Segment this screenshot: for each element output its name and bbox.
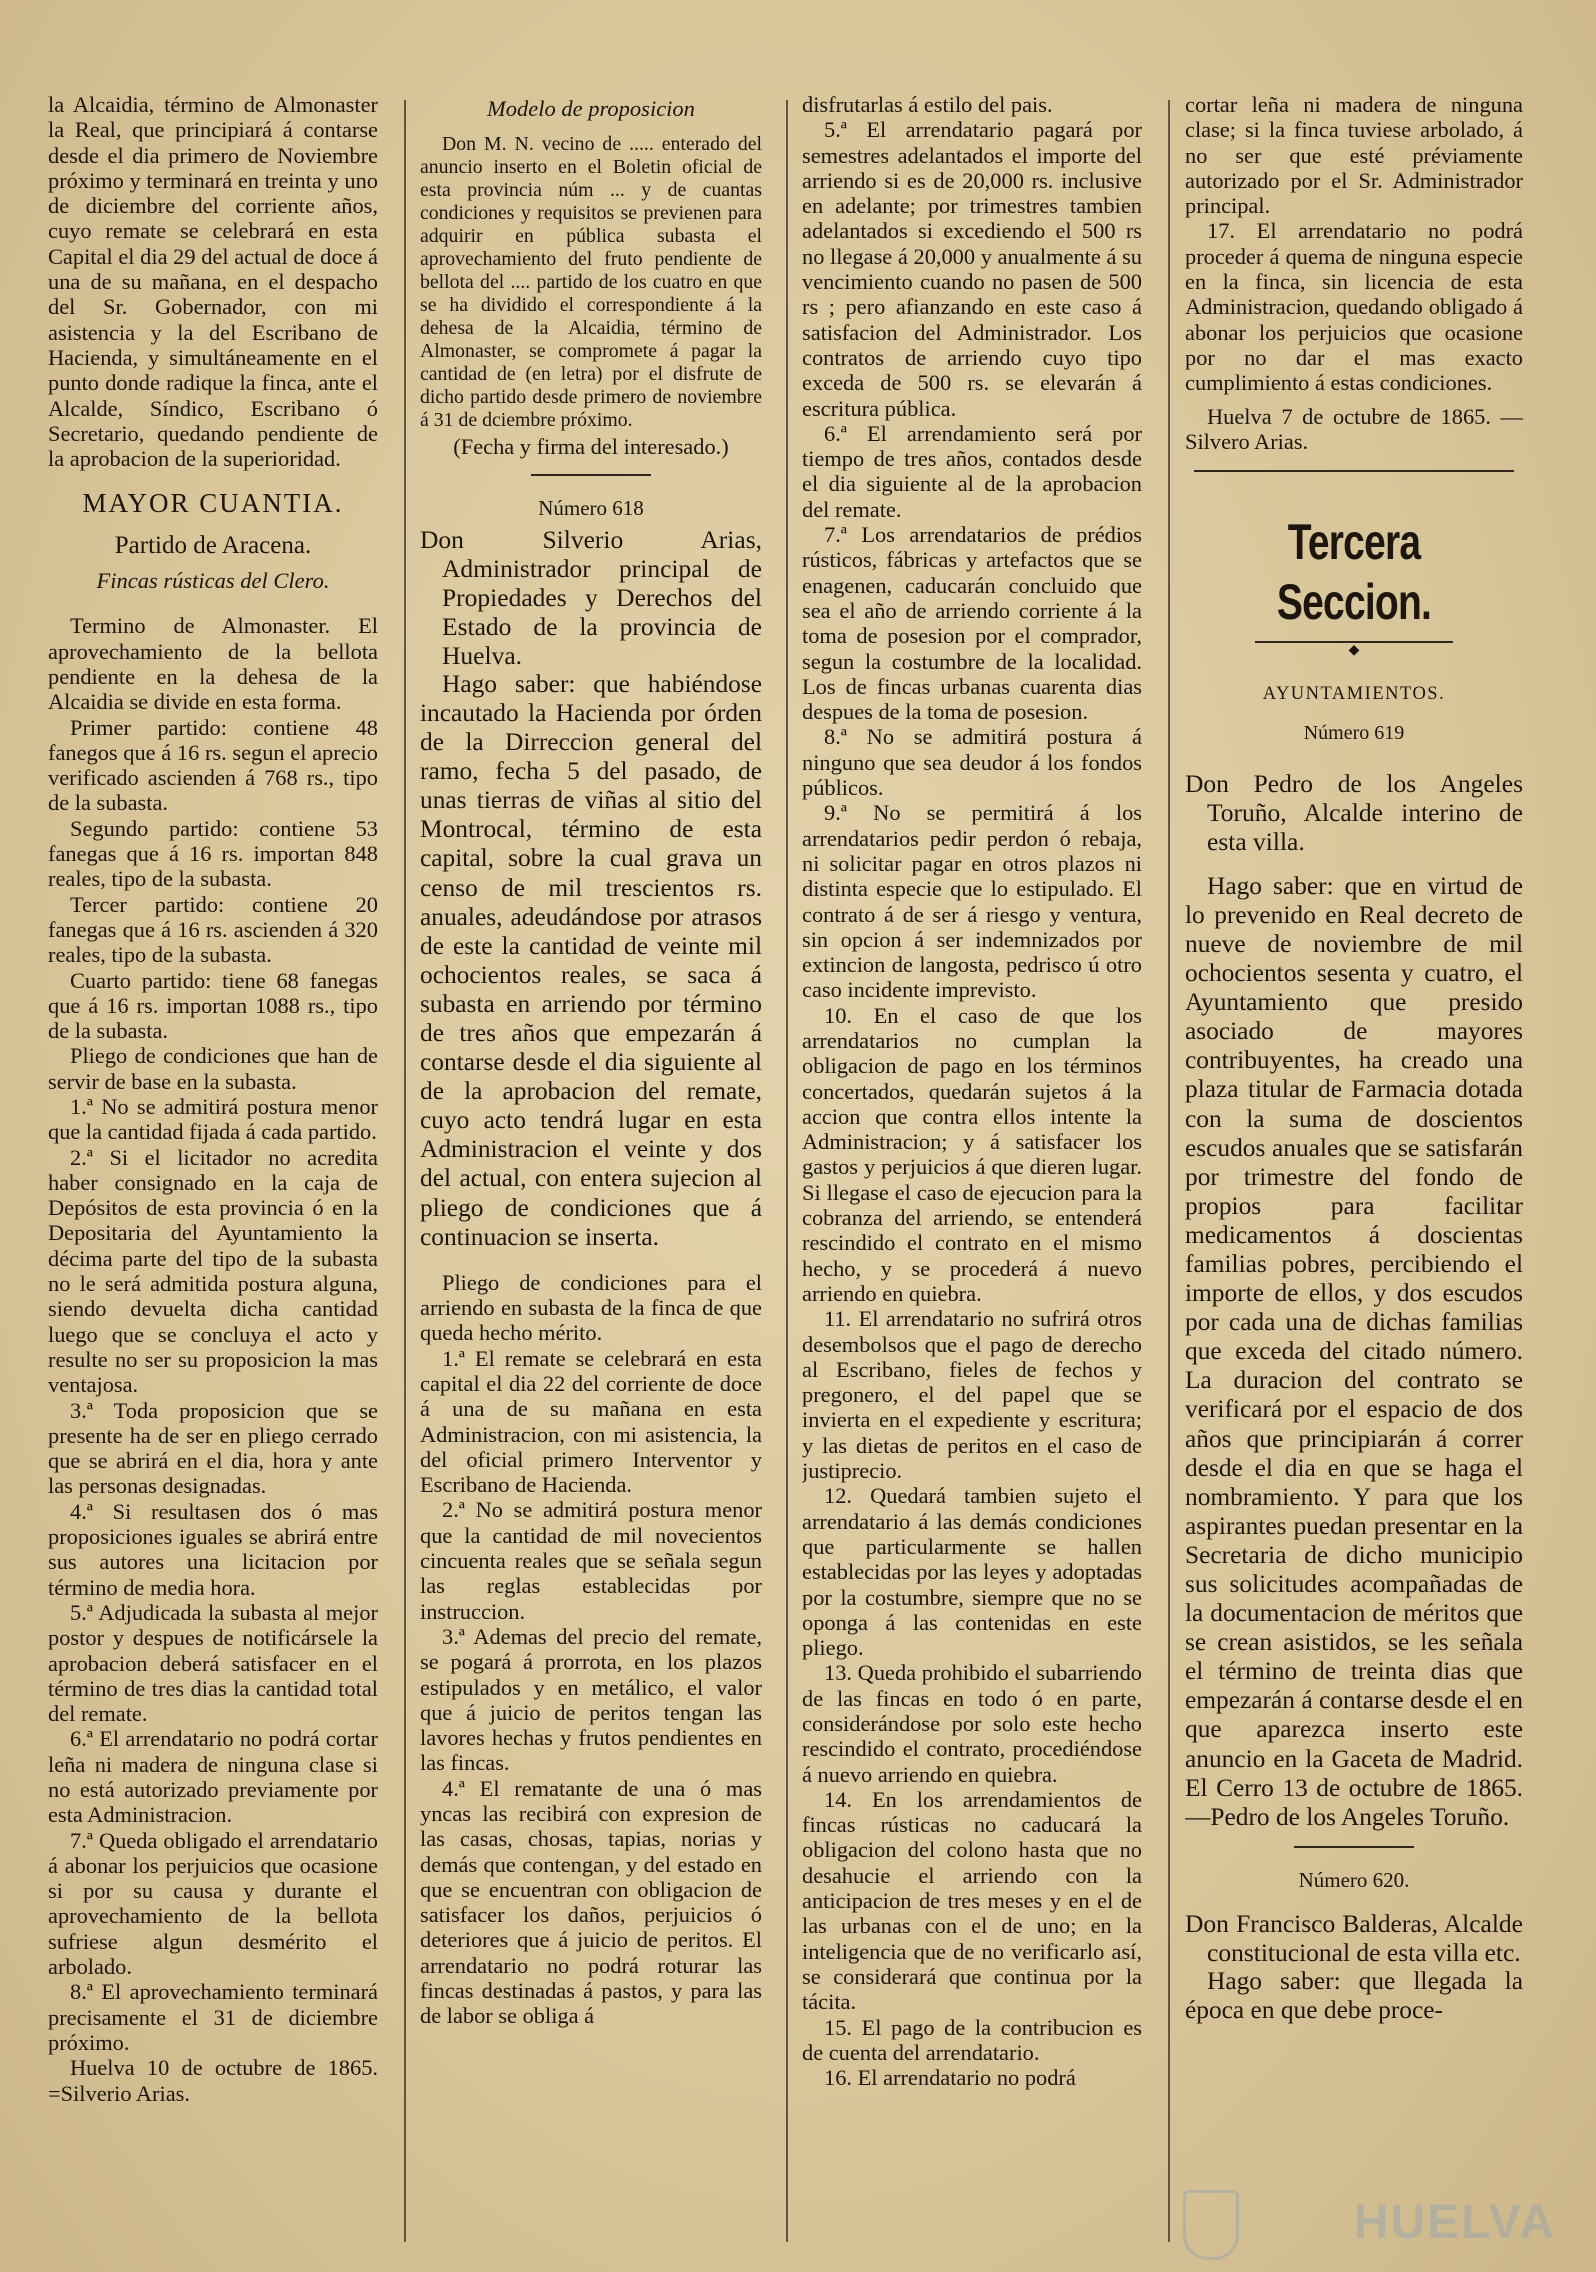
column-rule xyxy=(404,100,406,2242)
column-1 xyxy=(48,92,378,2252)
paragraph: Primer partido: contiene 48 fanegos que á 16 rs. segun el aprecio verificado ascienden á 768 rs., tipo de la subasta. xyxy=(48,714,378,816)
notice-body-618: Hago saber: que habiéndose incautado la Hacienda por órden de la Dirreccion general del ramo, fecha 5 del pasado, de unas tierras de viñas al sitio del Montrocal, término de esta capital, sobre la cual grava un censo de mil trescientos rs. anuales, adeudándose por atrasos de este la cantidad de veinte mil ochocientos reales, se saca á subasta en arriendo por término de tres años que empezarán á contarse desde el dia siguiente al de la aprobacion del remate, cuyo acto tendrá lugar en esta Administracion el veinte y dos del actual, con entera sujecion al pliego de condiciones que á continuacion se inserta. xyxy=(420,669,762,1251)
condition: 3.ª Ademas del precio del remate, se pogará á prorrota, en los plazos estipulados y en metálico, el valor que á juicio de peritos tengan las lavores hechas y frutos pendientes en las fincas. xyxy=(420,1623,762,1776)
numero-620: Número 620. xyxy=(1298,1867,1410,1892)
notice-title-619 xyxy=(1185,769,1523,856)
notice-title-620 xyxy=(1185,1909,1523,1967)
condition: 11. El arrendatario no sufrirá otros desembolsos que el pago de derecho al Escribano, fieles de fechos y pregonero, el del papel que se invierta en el expediente y escritura; y las dietas de peritos en el caso de justiprecio. xyxy=(802,1306,1142,1484)
condition: 7.ª Queda obligado el arrendatario á abonar los perjuicios que ocasione si por su causa y durante el aprovechamiento de la bellota sufriese algun desmérito el arbolado. xyxy=(48,1827,378,1980)
ornament-rule xyxy=(1185,634,1523,659)
condition: 8.ª No se admitirá postura á ninguno que sea deudor á los fondos públicos. xyxy=(802,724,1142,801)
condition: 6.ª El arrendatario no podrá cortar leña ni madera de ninguna clase si no está autorizado previamente por esta Administracion. xyxy=(48,1726,378,1828)
paragraph: Termino de Almonaster. El aprovechamiento de la bellota pendiente en la dehesa de la Alcaidia se divide en esta forma. xyxy=(48,613,378,715)
divider xyxy=(1294,1846,1414,1848)
paragraph: la Alcaidia, término de Almonaster la Real, que principiará á contarse desde el dia primero de Noviembre próximo y terminará en treinta y uno de diciembre del corriente años, cuyo remate se celebrará en esta Capital el dia 29 del actual de doce á una de su mañana, en el despacho del Sr. Gobernador, con mi asistencia y la del Escribano de Hacienda, y simultáneamente en el punto donde radique la finca, ante el Alcalde, Síndico, Escribano ó Secretario, quedando pendiente de la aprobacion de la superioridad. xyxy=(48,92,378,472)
signature: Huelva 7 de octubre de 1865. —Silvero Arias. xyxy=(1185,403,1523,454)
paragraph: Tercer partido: contiene 20 fanegas que á 16 rs. ascienden á 320 reales, tipo de la subasta. xyxy=(48,891,378,968)
modelo-text: Don M. N. vecino de ..... enterado del anuncio inserto en el Boletin oficial de esta provincia núm ... y de cuantas condiciones y requisitos se previenen para adquirir en pública subasta el aprovechamiento del fruto pendiente de bellota del .... partido de los cuatro en que se ha dividido el correspondiente á la dehesa de la Alcaidia, término de Almonaster, se compromete á pagar la cantidad de (en letra) por el disfrute de dicho partido desde primero de noviembre á 31 de dciembre próximo. xyxy=(420,133,762,432)
condition: 17. El arrendatario no podrá proceder á quema de ninguna especie en la finca, sin licencia de esta Administracion, quedando obligado á abonar los perjuicios que ocasione por no dar el mas exacto cumplimiento á estas condiciones. xyxy=(1185,218,1523,396)
numero-618: Número 618 xyxy=(538,495,644,520)
paragraph: Cuarto partido: tiene 68 fanegas que á 16 rs. importan 1088 rs., tipo de la subasta. xyxy=(48,967,378,1044)
column-3 xyxy=(802,92,1142,2252)
divider xyxy=(1194,470,1514,472)
heading-fincas: Fincas rústicas del Clero. xyxy=(96,568,330,594)
notice-title-text: Don Pedro de los Angeles Toruño, Alcalde interino de esta villa. xyxy=(1185,768,1523,856)
condition: 10. En el caso de que los arrendatarios no cumplan la obligacion de pago en los términos concertados, quedarán sujetos á la accion que contra ellos intente la Administracion; y á satisfacer los gastos y perjuicios á que dieren lugar. Si llegase el caso de ejecucion para la cobranza del arriendo, se entenderá rescindido el contrato en el mismo hecho, y se procederá á nuevo arriendo en quiebra. xyxy=(802,1002,1142,1306)
watermark: HUELVA xyxy=(1353,2196,1556,2249)
heading-mayor-cuantia: MAYOR CUANTIA. xyxy=(82,488,344,519)
section-title: Tercera Seccion. xyxy=(1276,514,1432,631)
condition: 2.ª Si el licitador no acredita haber consignado en la caja de Depósitos de esta provincia ó en la Depositaria del Ayuntamiento la décima parte del tipo de la subasta no le será admitida postura alguna, siendo devuelta dicha cantidad luego que se concluya el acto y resulte no ser su proposicion la mas ventajosa. xyxy=(48,1144,378,1398)
column-rule xyxy=(1168,100,1170,2242)
notice-body-619: Hago saber: que en virtud de lo prevenido en Real decreto de nueve de noviembre de mil ochocientos sesenta y cuatro, el Ayuntamiento que presido asociado de mayores contribuyentes, ha creado una plaza titular de Farmacia dotada con la suma de doscientos escudos anuales que se satisfarán por trimestre del fondo de propios para facilitar medicamentos á doscientas familias pobres, percibiendo el importe de ellos, y dos escudos por cada una de dichas familias que exceda del citado número. La duracion del contrato se verificará por el espacio de dos años que principiarán á correr desde el dia en que se haga el nombramiento. Y para que los aspirantes puedan presentar en la Secretaria de dicho municipio sus solicitudes acompañadas de la documentacion de méritos que se crean asistidos, se les señala el término de treinta dias que empezarán á contarse desde el en que aparezca inserto este anuncio en la Gaceta de Madrid. El Cerro 13 de octubre de 1865. —Pedro de los Angeles Toruño. xyxy=(1185,871,1523,1831)
condition: 8.ª El aprovechamiento terminará precisamente el 31 de diciembre próximo. xyxy=(48,1979,378,2055)
condition: 5.ª El arrendatario pagará por semestres adelantados el importe del arriendo si es de 20,000 rs. inclusive en adelante; por trimestres tambien adelantados si excediendo el 500 rs no llegase á 20,000 y anualmente á su vencimiento cuando no pasen de 500 rs ; pero afianzando en este caso á satisfacion del Administrador. Los contratos de arriendo cuyo tipo exceda de 500 rs. se elevarán á escritura pública. xyxy=(802,117,1142,421)
condition: 1.ª No se admitirá postura menor que la cantidad fijada á cada partido. xyxy=(48,1093,378,1145)
notice-title-text: Don Francisco Balderas, Alcalde constitucional de esta villa etc. xyxy=(1185,1909,1523,1968)
paragraph: cortar leña ni madera de ninguna clase; si la finca tuviese arbolado, á no ser que esté préviamente autorizado por el Sr. Administrador principal. xyxy=(1185,92,1523,219)
condition: 2.ª No se admitirá postura menor que la cantidad de mil novecientos cincuenta reales que se señala segun las reglas establecidas por instruccion. xyxy=(420,1497,762,1624)
condition: 4.ª El rematante de una ó mas yncas las recibirá con expresion de las casas, chosas, tapias, norias y demás que contengan, y del estado en que se encuentran con obligacion de satisfacer los daños, perjuicios ó deteriores que á juicio de peritos. El arrendatario no podrá roturar las fincas destinadas á pastos, y para las de labor se obliga á xyxy=(420,1775,762,2029)
condition: 1.ª El remate se celebrará en esta capital el dia 22 del corriente de doce á una de su mañana en esta Administracion, con mi asistencia, la del oficial primero Interventor y Escribano de Hacienda. xyxy=(420,1345,762,1498)
condition: 9.ª No se permitirá á los arrendatarios pedir perdon ó rebaja, ni solicitar pagar en otros plazos ni distinta especie que lo estipulado. El contrato á de ser á riesgo y ventura, sin opcion á ser indemnizados por extincion de langosta, pedrisco ú otro caso incidente imprevisto. xyxy=(802,800,1142,1003)
notice-title-text: Don Silverio Arias, Administrador principal de Propiedades y Derechos del Estado de la provincia de Huelva. xyxy=(420,524,762,670)
numero-619: Número 619 xyxy=(1303,722,1405,745)
condition: 12. Quedará tambien sujeto el arrendatario á las demás condiciones que particularmente se hallen establecidas por las leyes y adoptadas por la costumbre, siempre que no se oponga á las contenidas en este pliego. xyxy=(802,1483,1142,1661)
condition: 4.ª Si resultasen dos ó mas proposiciones iguales se abrirá entre sus autores una licitacion por término de media hora. xyxy=(48,1498,378,1600)
notice-title-618 xyxy=(420,525,762,670)
condition: 5.ª Adjudicada la subasta al mejor postor y despues de notificársele la aprobacion deberá satisfacer en el término de tres dias la cantidad total del remate. xyxy=(48,1599,378,1727)
condition: 14. En los arrendamientos de fincas rústicas no caducará la obligacion del colono hasta que no desahucie el arriendo con la anticipacion de tres meses y en el de las urbanas con el de uno; en la inteligencia que de no verificarlo así, se considerará que continua por la tácita. xyxy=(802,1786,1142,2015)
condition: 16. El arrendatario no podrá xyxy=(824,2065,1076,2091)
paragraph: Segundo partido: contiene 53 fanegas que á 16 rs. importan 848 reales, tipo de la subasta. xyxy=(48,815,378,892)
watermark-seal-icon xyxy=(1183,2190,1239,2260)
pliego-heading: Pliego de condiciones para el arriendo en subasta de la finca de que queda hecho mérito. xyxy=(420,1269,762,1346)
condition: 7.ª Los arrendatarios de prédios rústicos, fábricas y artefactos que se enagenen, caducarán concluido que sea el año de arriendo corriente á la toma de posesion por el comprador, segun la costumbre de la localidad. Los de fincas urbanas cuarenta dias despues de la toma de posesion. xyxy=(802,522,1142,725)
heading-modelo: Modelo de proposicion xyxy=(487,96,695,121)
divider xyxy=(531,474,651,476)
condition: 13. Queda prohibido el subarriendo de las fincas en todo ó en parte, considerándose por solo este hecho rescindido el contrato, procediéndose á nuevo arriendo en quiebra. xyxy=(802,1660,1142,1787)
column-4 xyxy=(1185,92,1523,2252)
ornament-diamond-icon: ◆ xyxy=(1345,643,1364,658)
modelo-firma: (Fecha y firma del interesado.) xyxy=(453,434,729,460)
heading-ayuntamientos: AYUNTAMIENTOS. xyxy=(1262,684,1446,705)
condition: 3.ª Toda proposicion que se presente ha de ser en pliego cerrado que se abrirá en el dia, hora y ante las personas designadas. xyxy=(48,1397,378,1499)
condition: 15. El pago de la contribucion es de cuenta del arrendatario. xyxy=(802,2014,1142,2065)
signature: Huelva 10 de octubre de 1865. =Silverio Arias. xyxy=(48,2055,378,2106)
heading-partido: Partido de Aracena. xyxy=(114,531,312,559)
paragraph: Pliego de condiciones que han de servir de base en la subasta. xyxy=(48,1043,378,1094)
notice-body-620: Hago saber: que llegada la época en que debe proce- xyxy=(1185,1967,1523,2025)
column-2 xyxy=(420,92,762,2252)
paragraph: disfrutarlas á estilo del pais. xyxy=(802,92,1053,117)
column-rule xyxy=(786,100,788,2242)
condition: 6.ª El arrendamiento será por tiempo de tres años, contados desde el dia siguiente al de la aprobacion del remate. xyxy=(802,420,1142,522)
